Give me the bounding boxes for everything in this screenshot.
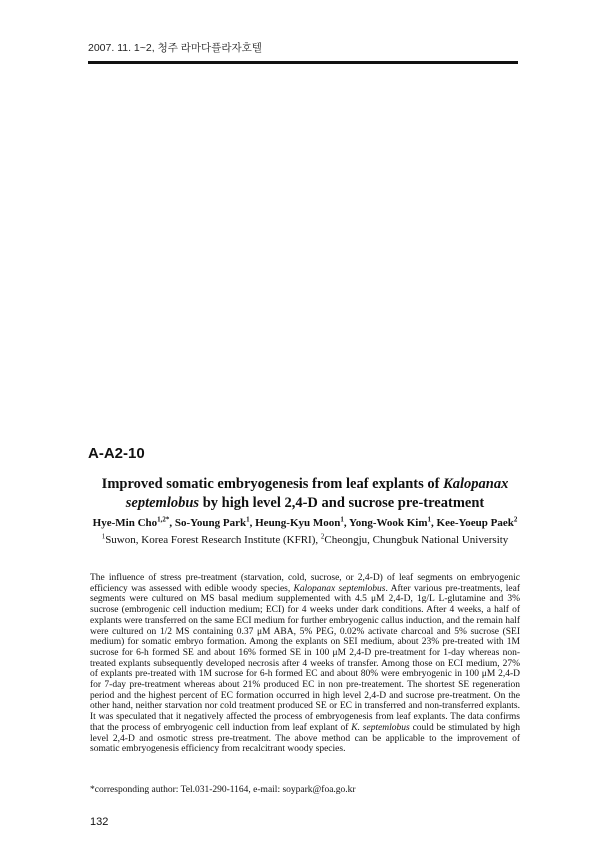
affil-mark: 2 — [320, 532, 325, 541]
author-affil-mark: 1 — [246, 515, 250, 524]
author-name: Heung-Kyu Moon — [255, 517, 341, 529]
page-number: 132 — [90, 816, 109, 828]
affiliation-2: Cheongju, Chungbuk National University — [324, 534, 509, 546]
author-name: Kee-Yoeup Paek — [436, 517, 514, 529]
paper-title — [90, 475, 520, 513]
abstract-species: Kalopanax septemlobus — [293, 583, 386, 594]
author-name: Hye-Min Cho — [92, 517, 158, 529]
author-name: Yong-Wook Kim — [348, 517, 428, 529]
title-species: Kalopanax septemlobus — [125, 476, 509, 511]
abstract-text: The influence of stress pre-treatment (starvation, cold, sucrose, or 2,4-D) of leaf segments on embryogenic efficiency was assessed with edible woody species, — [90, 573, 520, 594]
title-part: by high level 2,4-D and sucrose pre-treatment — [199, 495, 485, 511]
abstract-text: could be stimulated by high level 2,4-D and osmotic stress pre-treatment. The above method can be applicable to the improvement of somatic embryogenesis efficiency from recalcitrant woody species. — [90, 722, 520, 755]
paper-code: A-A2-10 — [88, 445, 145, 462]
author-affil-mark: 1,2* — [157, 515, 170, 524]
corresponding-author: *corresponding author: Tel.031-290-1164, e-mail: soypark@foa.go.kr — [90, 785, 356, 795]
title-part: Improved somatic embryogenesis from leaf explants of — [101, 476, 444, 492]
affiliation-1: Suwon, Korea Forest Research Institute (KFRI), — [105, 534, 321, 546]
author-affil-mark: 1 — [340, 515, 344, 524]
author-affil-mark: 2 — [513, 515, 518, 524]
abstract-text: . After various pre-treatments, leaf segments were cultured on MS basal medium supplemented with 4.5 μM 2,4-D, 1g/L L-glutamine and 3% sucrose (embrogenic cell induction medium; ECI) for 4 weeks under dark conditions. After 4 weeks, a half of explants were transferred on the same ECI medium for further embryogenic callus induction, and the remain half were cultured on 1/2 MS containing 0.37 μM ABA, 5% PEG, 0.02% activate charcoal and 5% sucrose (SEI medium) for somatic embryo formation. Among the explants on SEI medium, about 23% pre-treated with 1M sucrose for 6-h formed SE and about 16% formed SE in 100 μM 2,4-D pre-treatment for 1-day whereas non-treated explants subsequently developed necrosis after 4 weeks of transfer. Among those on ECI medium, 27% of explants pre-treated with 1M sucrose for 6-h formed EC and about 80% were embryogenic in 100 μM 2,4-D for 7-day pre-treatment whereas about 21% produced EC in non pre-treatement. The shortest SE regeneration period and the highest percent of EC formation occurred in high level 2,4-D and sucrose pre-treatment. On the other hand, neither starvation nor cold treatment produced SE or EC in transferred and non-transferred explants. It was speculated that it negatively affected the process of embryogenesis from leaf explants. The data confirms that the process of embryogenic cell induction from leaf explant of — [90, 583, 520, 733]
abstract — [90, 573, 520, 755]
affil-mark: 1 — [101, 532, 106, 541]
header-rule — [88, 61, 518, 64]
conference-header: 2007. 11. 1~2, 청주 라마다플라자호텔 — [88, 42, 262, 54]
author-list: Hye-Min Cho$^{1,2*}$, So-Young Park$^1$, Heung-Kyu Moon$^1$, Yong-Wook Kim$^1$, Kee-Yoeup Paek$^2$ — [92, 515, 518, 529]
author-affil-mark: 1 — [427, 515, 432, 524]
author-name: So-Young Park — [174, 517, 247, 529]
abstract-species: K. septemlobus — [351, 722, 410, 733]
affiliations — [88, 533, 522, 547]
